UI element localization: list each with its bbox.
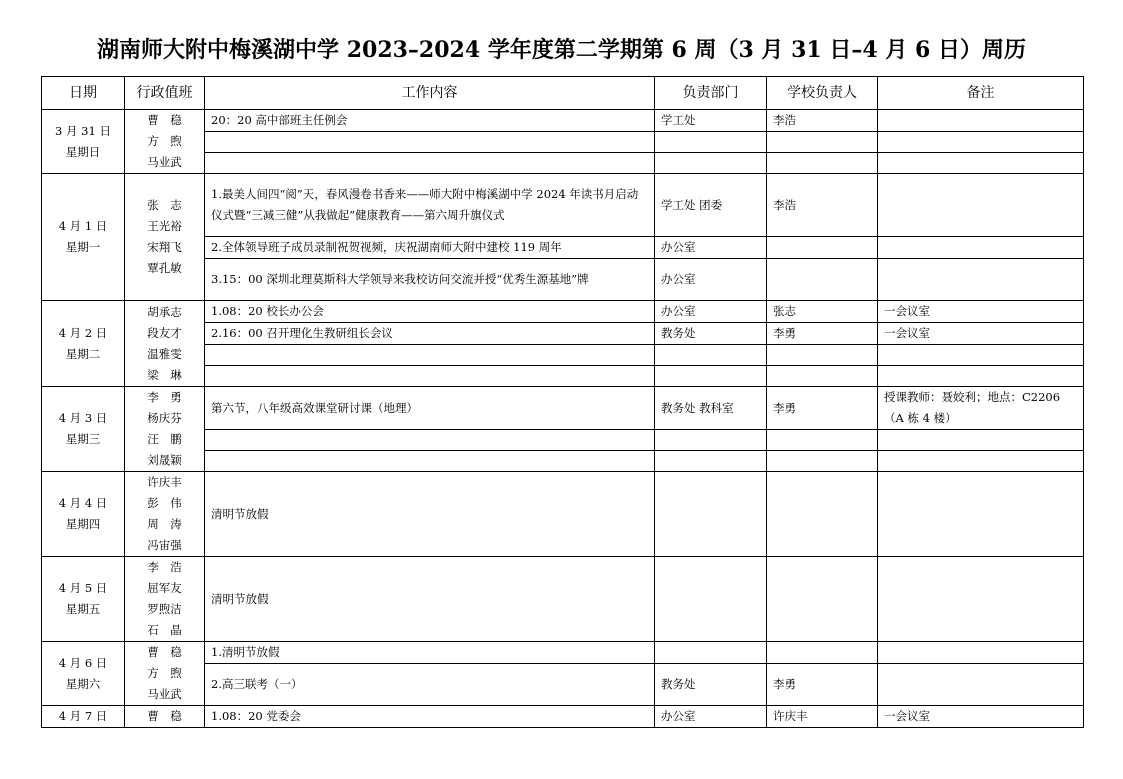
person-cell: 李勇 — [767, 323, 878, 345]
person-cell: 许庆丰 — [767, 706, 878, 728]
date-label: 4 月 7 日 — [58, 709, 108, 723]
person-cell — [767, 642, 878, 664]
content-cell: 2.高三联考（一） — [205, 664, 655, 706]
date-cell — [42, 110, 125, 174]
page-title: 湖南师大附中梅溪湖中学 2023–2024 学年度第二学期第 6 周（3 月 31 日–4 月 6 日）周历 — [97, 37, 1026, 63]
note-cell — [878, 664, 1084, 706]
duty-name: 张 志 — [147, 198, 182, 212]
date-cell — [42, 387, 125, 472]
note-cell: 一会议室 — [878, 301, 1084, 323]
duty-cell — [125, 706, 205, 728]
header-person: 学校负责人 — [767, 77, 878, 110]
weekday-label: 星期二 — [65, 346, 101, 361]
date-cell — [42, 472, 125, 557]
duty-cell — [125, 301, 205, 387]
person-cell — [767, 345, 878, 366]
header-row — [42, 77, 1084, 110]
content-cell — [205, 132, 655, 153]
content-cell: 20：20 高中部班主任例会 — [205, 110, 655, 132]
note-cell — [878, 237, 1084, 259]
person-cell — [767, 557, 878, 642]
header-note: 备注 — [878, 77, 1084, 110]
date-cell — [42, 301, 125, 387]
date-label: 4 月 3 日 — [58, 411, 108, 425]
department-cell: 学工处 团委 — [655, 174, 767, 237]
department-cell: 办公室 — [655, 237, 767, 259]
duty-cell — [125, 557, 205, 642]
duty-name: 罗煦洁 — [147, 602, 182, 616]
person-cell — [767, 259, 878, 301]
note-cell — [878, 472, 1084, 557]
table-row — [42, 301, 1084, 323]
table-row — [42, 706, 1084, 728]
person-cell — [767, 153, 878, 174]
content-cell — [205, 153, 655, 174]
duty-name: 胡承志 — [147, 304, 182, 319]
note-cell — [878, 174, 1084, 237]
table-row — [42, 110, 1084, 132]
weekday-label: 星期五 — [65, 602, 101, 616]
date-label: 4 月 1 日 — [58, 219, 108, 233]
duty-name: 杨庆芬 — [147, 411, 182, 425]
table-row — [42, 387, 1084, 430]
department-cell — [655, 451, 767, 472]
person-cell — [767, 237, 878, 259]
note-cell — [878, 345, 1084, 366]
duty-cell — [125, 642, 205, 706]
date-cell — [42, 557, 125, 642]
duty-cell — [125, 387, 205, 472]
content-cell: 2.全体领导班子成员录制祝贺视频，庆祝湖南师大附中建校 119 周年 — [205, 237, 655, 259]
weekday-label: 星期日 — [65, 144, 101, 159]
header-date: 日期 — [42, 77, 125, 110]
date-label: 4 月 2 日 — [58, 325, 108, 340]
duty-name: 马业武 — [147, 155, 182, 169]
department-cell — [655, 642, 767, 664]
header-department: 负责部门 — [655, 77, 767, 110]
duty-name: 曹 稳 — [147, 709, 182, 723]
date-label: 4 月 4 日 — [58, 496, 108, 510]
department-cell: 学工处 — [655, 110, 767, 132]
duty-name: 马业武 — [147, 687, 182, 701]
content-cell: 2.16：00 召开理化生教研组长会议 — [205, 323, 655, 345]
weekly-calendar-table — [41, 76, 1084, 728]
person-cell — [767, 430, 878, 451]
content-cell — [205, 451, 655, 472]
header-content: 工作内容 — [205, 77, 655, 110]
date-cell — [42, 642, 125, 706]
department-cell: 办公室 — [655, 301, 767, 323]
date-cell — [42, 706, 125, 728]
duty-name: 覃孔敏 — [147, 261, 182, 275]
person-cell: 张志 — [767, 301, 878, 323]
duty-name: 段友才 — [147, 325, 182, 340]
department-cell — [655, 153, 767, 174]
duty-name: 方 煦 — [147, 666, 182, 680]
person-cell — [767, 472, 878, 557]
duty-name: 宋翔飞 — [147, 240, 182, 254]
duty-name: 王光裕 — [147, 219, 182, 233]
duty-name: 曹 稳 — [147, 645, 182, 659]
content-cell: 第六节，八年级高效课堂研讨课（地理） — [205, 387, 655, 430]
header-duty: 行政值班 — [125, 77, 205, 110]
content-cell: 1.08：20 校长办公会 — [205, 301, 655, 323]
duty-name: 温雅雯 — [147, 346, 182, 361]
weekday-label: 星期一 — [65, 240, 101, 254]
content-cell: 1.清明节放假 — [205, 642, 655, 664]
content-cell: 清明节放假 — [205, 472, 655, 557]
duty-name: 石 晶 — [147, 623, 182, 637]
department-cell — [655, 366, 767, 387]
duty-cell — [125, 174, 205, 301]
person-cell: 李勇 — [767, 664, 878, 706]
person-cell — [767, 451, 878, 472]
duty-name: 许庆丰 — [147, 475, 182, 489]
department-cell — [655, 472, 767, 557]
content-cell: 1.最美人间四“阅”天，春风漫卷书香来——师大附中梅溪湖中学 2024 年读书月启动仪式暨“三减三健”从我做起”健康教育——第六周升旗仪式 — [205, 174, 655, 237]
department-cell — [655, 345, 767, 366]
duty-name: 屈军友 — [147, 581, 182, 595]
note-cell — [878, 642, 1084, 664]
duty-name: 冯宙强 — [147, 538, 182, 552]
note-cell — [878, 259, 1084, 301]
person-cell — [767, 132, 878, 153]
department-cell — [655, 557, 767, 642]
note-cell — [878, 557, 1084, 642]
note-cell — [878, 366, 1084, 387]
note-cell — [878, 132, 1084, 153]
date-label: 4 月 6 日 — [58, 655, 108, 670]
content-cell — [205, 345, 655, 366]
weekday-label: 星期三 — [65, 432, 101, 446]
note-cell: 一会议室 — [878, 323, 1084, 345]
person-cell: 李浩 — [767, 110, 878, 132]
duty-name: 曹 稳 — [147, 113, 182, 127]
duty-name: 周 涛 — [147, 517, 182, 531]
date-cell — [42, 174, 125, 301]
note-cell: 授课教师：聂姣利；地点：C2206（A 栋 4 楼） — [878, 387, 1084, 430]
note-cell — [878, 153, 1084, 174]
duty-name: 方 煦 — [147, 134, 182, 148]
department-cell: 办公室 — [655, 259, 767, 301]
person-cell: 李浩 — [767, 174, 878, 237]
person-cell — [767, 366, 878, 387]
weekday-label: 星期四 — [65, 517, 101, 531]
content-cell — [205, 430, 655, 451]
duty-name: 彭 伟 — [147, 496, 182, 510]
content-cell — [205, 366, 655, 387]
note-cell: 一会议室 — [878, 706, 1084, 728]
person-cell: 李勇 — [767, 387, 878, 430]
weekday-label: 星期六 — [65, 676, 101, 691]
duty-name: 汪 鹏 — [147, 432, 182, 446]
content-cell: 3.15：00 深圳北理莫斯科大学领导来我校访问交流并授“优秀生源基地”牌 — [205, 259, 655, 301]
note-cell — [878, 110, 1084, 132]
date-label: 4 月 5 日 — [58, 581, 108, 595]
content-cell: 清明节放假 — [205, 557, 655, 642]
duty-name: 刘晟颖 — [147, 453, 182, 467]
department-cell — [655, 430, 767, 451]
content-cell: 1.08：20 党委会 — [205, 706, 655, 728]
table-row — [42, 472, 1084, 557]
table-row — [42, 642, 1084, 664]
duty-cell — [125, 472, 205, 557]
note-cell — [878, 451, 1084, 472]
table-row — [42, 174, 1084, 237]
department-cell: 教务处 — [655, 664, 767, 706]
duty-name: 李 勇 — [147, 390, 182, 404]
duty-cell — [125, 110, 205, 174]
duty-name: 李 浩 — [147, 560, 182, 574]
note-cell — [878, 430, 1084, 451]
department-cell — [655, 132, 767, 153]
date-label: 3 月 31 日 — [55, 123, 111, 138]
department-cell: 教务处 教科室 — [655, 387, 767, 430]
duty-name: 梁 琳 — [147, 367, 182, 382]
department-cell: 办公室 — [655, 706, 767, 728]
department-cell: 教务处 — [655, 323, 767, 345]
table-row — [42, 557, 1084, 642]
